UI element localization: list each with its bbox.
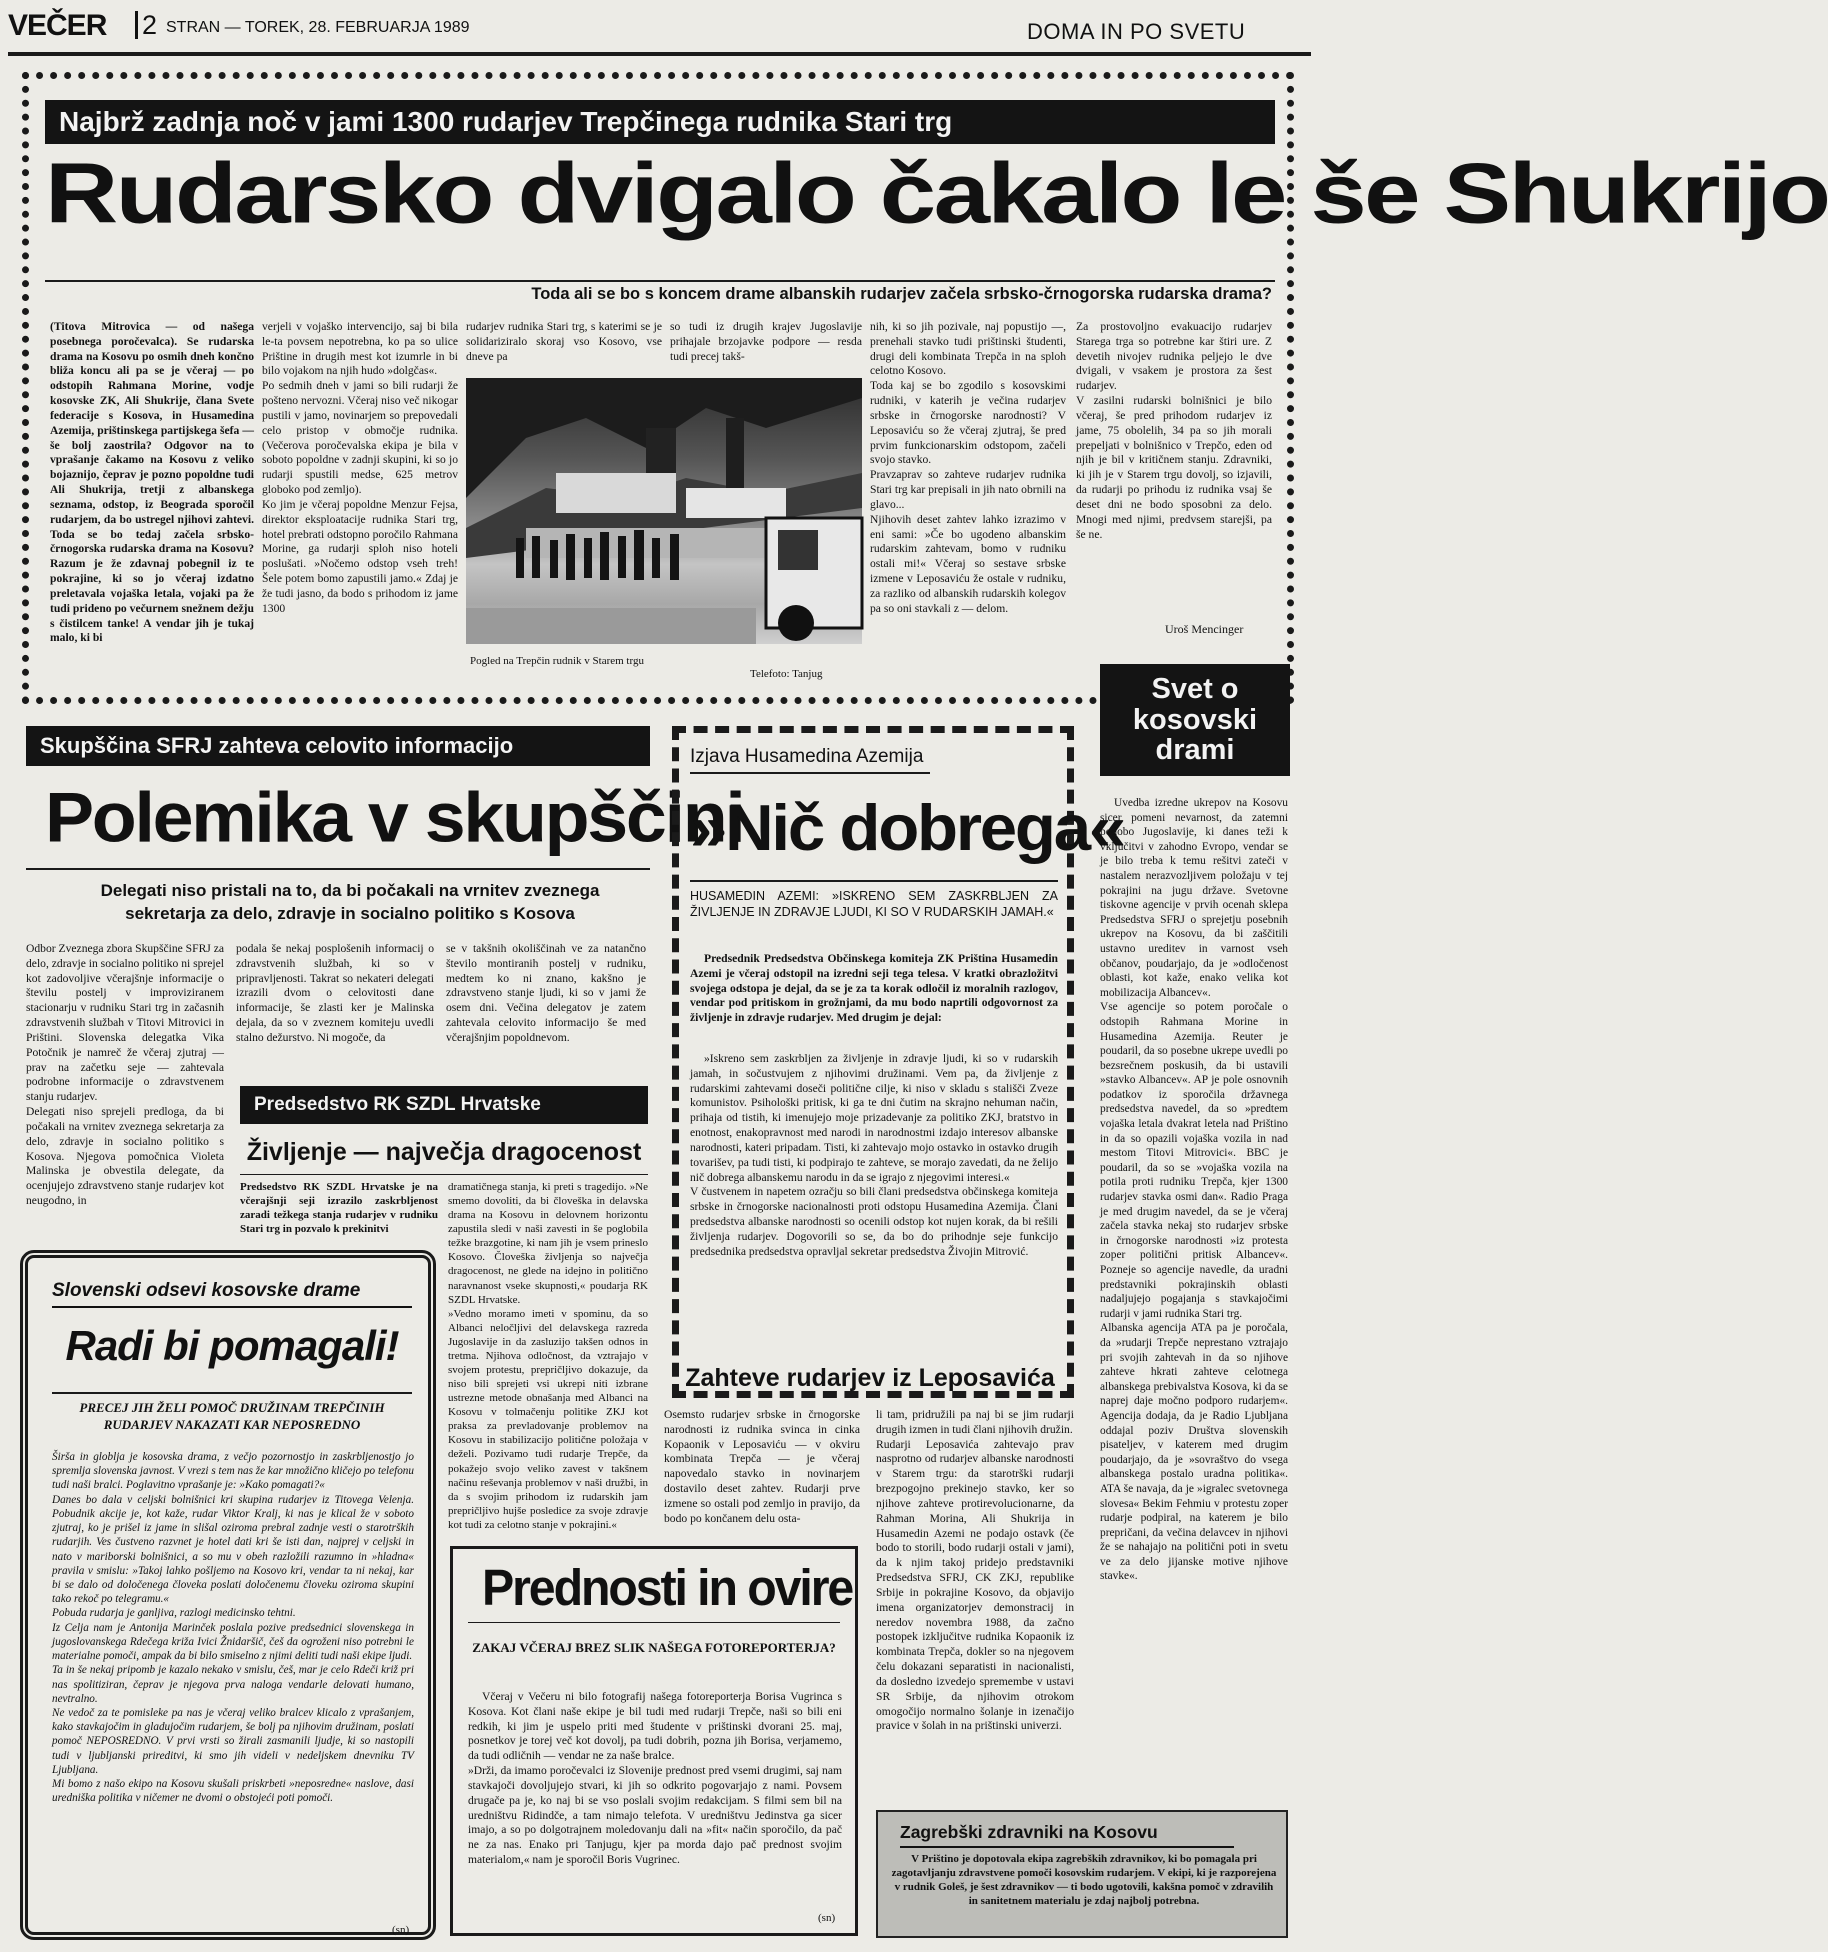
hrvatske-kicker: Predsedstvo RK SZDL Hrvatske xyxy=(240,1086,648,1124)
azemi-lead-text: Predsednik Predsedstva Občinskega komiteja ZK Priština Husamedin Azemi je včeraj odstopil na izredni seji tega telesa. V kratki obrazložitvi svojega odstopa je dejal, da se je za ta korak odločil iz moralnih razlogov, vendar pod pritiskom in grožnjami, da mu bodo naprtili odgovornost za življenje in zdravje rudarjev. Med drugim je dejal: xyxy=(690,952,1058,1025)
skupscina-kicker: Skupščina SFRJ zahteva celovito informacijo xyxy=(26,726,650,766)
lead-kicker: Najbrž zadnja noč v jami 1300 rudarjev Trepčinega rudnika Stari trg xyxy=(45,100,1275,144)
prednosti-subtitle: ZAKAJ VČERAJ BREZ SLIK NAŠEGA FOTOREPORTERJA? xyxy=(472,1640,836,1655)
azemi-kicker: Izjava Husamedina Azemija xyxy=(690,746,924,767)
skupscina-col-2 xyxy=(236,942,434,1062)
lead-col4-text: so tudi iz drugih krajev Jugoslavije prihajale brzojavke podpore — resda tudi precej takš- xyxy=(670,320,862,363)
hrvatske-headline: Življenje — največja dragocenost xyxy=(246,1138,642,1166)
azemi-headline: »Nič dobrega« xyxy=(690,791,1124,865)
skupscina-subtitle: Delegati niso pristali na to, da bi počakali na vrnitev zveznega sekretarja za delo, zdravje in socialno politiko s Kosova xyxy=(100,881,600,923)
azemi-rule xyxy=(690,880,1058,882)
lead-col-1 xyxy=(50,320,254,686)
svet-title: Svet o kosovski drami xyxy=(1132,673,1258,767)
lead-col-5 xyxy=(870,320,1066,686)
svet-body xyxy=(1100,796,1288,1806)
skupscina-col-3 xyxy=(446,942,646,1062)
lead-col6-text: Za prostovoljno evakuacijo rudarjev Starega trga so potrebne kar štiri ure. Z devetih nivojev rudnika peljejo le dve dvigali, v vsakem je prostora za šest rudarjev. V zasilni rudarski bolnišnici je bilo včeraj, še pred prihodom rudarjev iz jame, 75 obolelih, 34 pa so jih morali prepeljati v bolnišnico v Trepčo, eden od njih je bil v kritičnem stanju. Zdravniki, ki jih je v Starem trgu dovolj, so izjavili, da rudarji po prihodu iz rudnika vsaj še deset dni ne bodo sposobni za delo. Mnogi med njimi, predvsem starejši, pa še ne. xyxy=(1076,320,1272,541)
lead-col2-text: verjeli v vojaško intervencijo, saj bi bila le-ta povsem nepotrebna, ko pa so ulice Prištine in drugih mest kot izumrle in bi bilo vojakom na njih hudo »dolgčas«. Po sedmih dneh v jami so bili rudarji že pošteno nervozni. Včeraj niso več nikogar pustili v jamo, novinarjem so prepovedali celo pristop v območje rudnika. (Večerova poročevalska ekipa je bila v soboto popoldne v zadnji skupini, ki so jo rudarji spustili medse, 625 metrov globoko pod zemljo). Ko jim je včeraj popoldne Menzur Fejsa, direktor eksploatacije rudnika Stari trg, hotel prebrati odstopno poročilo Rahmana Morine, ga rudarji sploh niso hoteli poslušati. »Nočemo odstop vseh treh! Šele potem bomo zapustili jamo.« Zdaj je že tudi jasno, da bodo s prihodom iz jame 1300 xyxy=(262,320,458,615)
leposavic-col2-text: li tam, pridružili pa naj bi se jim rudarji drugih izmen in tudi člani njihovih družin. Rudarji Leposavića zahtevajo prav nasprotno od rudarjev albanske narodnosti v Starem trgu: da starotrški rudarji brezpogojno prekinejo stavko, ker so njihove zahteve protirevolucionarne, da Rahman Morina, Ali Shukrija in Husamedin Azemi ne podajo ostavk (če bodo to storili, bodo rudarji ostali v jami), da k njim takoj pridejo predstavniki Predsedstva SFRJ, CK ZKJ, republike Srbije in pokrajine Kosovo, da objavijo imena organizatorjev demonstracij in neredov novembra 1988, da začno postopek izključitve rudnika Kopaonik iz kombinata Trepča, dokler so na njegovem čelu dokazani separatisti in nacionalisti, da dosledno izvedejo spremembe v ustavi SR Srbije, da njihovim otrokom omogočijo normalno šolanje in izenačijo pravice v šolah in na prištinski univerzi. xyxy=(876,1408,1074,1733)
hrvatske-col-2 xyxy=(448,1180,648,1536)
leposavic-col1-text: Osemsto rudarjev srbske in črnogorske narodnosti iz rudnika svinca in cinka Kopaonik v Leposaviću — v okviru kombinata Trepča — je včeraj napovedalo stavko in novinarjem dostavilo deset zahtev. Rudarji prve izmene so ostali pod zemljo in pravijo, da bodo po končanem delu osta- xyxy=(664,1408,860,1525)
leposavic-col-1 xyxy=(664,1408,860,1528)
zagreb-body xyxy=(890,1852,1278,1934)
lead-author: Uroš Mencinger xyxy=(1165,622,1244,636)
hrvatske-rule xyxy=(240,1174,648,1175)
mine-photo-drawing xyxy=(466,378,862,644)
lead-subtitle: Toda ali se bo s koncem drame albanskih rudarjev začela srbsko-črnogorska rudarska drama? xyxy=(531,285,1272,303)
mine-photo xyxy=(466,378,862,644)
page-number: 2 xyxy=(135,11,157,39)
slovenski-subtitle: PRECEJ JIH ŽELI POMOČ DRUŽINAM TREPČINIH RUDARJEV NAKAZATI KAR NEPOSREDNO xyxy=(79,1400,385,1432)
prednosti-body-text: Včeraj v Večeru ni bilo fotografij našega fotoreporterja Borisa Vugrinca s Kosova. Kot člani naše ekipe je bil tudi med rudarji Trepče, naši so bili eni redkih, ki jim je uspelo priti med študente v prištinski dvorani 25. maj, posnetkov je torej več kot dovolj, pa tudi dobrih, pozna jih Borisa, verjamemo, da tudi odličnih — vendar ne za naše bralce. »Drži, da imamo poročevalci iz Slovenije prednost pred vsemi drugimi, saj nam stavkajoči dovoljujejo stvari, ki jih so odkrito pogovarjajo z nami. Povsem drugače pa je, ko naj bi se vso poslali svojim redakcijam. S filmi sem bil na uredništvu Ridindče, a tam nimajo telefota. V uredništvu Jedinstva ga sicer imajo, a so po dolgotrajnem moledovanju dali na »fit« način sporočilo, da pač ne za nas. Enako pri Tanjugu, kjer pa morda dajo pač prednost svojim materialom,« nam je sporočil Boris Vugrinec. xyxy=(468,1690,842,1867)
paper-name: VEČER xyxy=(8,9,107,42)
slovenski-rule xyxy=(52,1392,412,1394)
skupscina-col3-text: se v takšnih okoliščinah ve za natančno število montiranih postelj v rudniku, medtem ko ni znano, kakšno je zdravstveno stanje ljudi, ki so v jami že osem dni. Večina delegatov je zatem zahtevala celovito informacijo še med včerajšnjim popoldnevom. xyxy=(446,942,646,1044)
prednosti-rule xyxy=(468,1622,840,1623)
skupscina-col-1 xyxy=(26,942,224,1240)
azemi-subtitle: HUSAMEDIN AZEMI: »ISKRENO SEM ZASKRBLJEN ZA ŽIVLJENJE IN ZDRAVJE LJUDI, KI SO V RUDARSKIH JAMAH.« xyxy=(690,889,1058,920)
lead-col3-text: rudarjev rudnika Stari trg, s katerimi se je solidariziralo skoraj vso Kosovo, vse dneve pa xyxy=(466,320,662,363)
slovenski-headline: Radi bi pomagali! xyxy=(65,1322,399,1369)
photo-caption: Pogled na Trepčin rudnik v Starem trgu xyxy=(470,655,644,667)
svet-body-text: Uvedba izredne ukrepov na Kosovu sicer pomeni nevarnost, da zatemni podobo Jugoslavije, ki danes teži k vključitvi v zahodno Evropo, vendar se je bilo treba k temu rešitvi zateči v nastalem nerazvozljivem položaju v tej pokrajini na jugu države. Svetovne tiskovne agencije v prvih ocenah sklepa Predsedstva SFRJ o sprejetju posebnih ukrepov na Kosovu, da bi zaščitili ustavno ureditev in varnost vseh občanov, poudarjajo, da je »odločenost oblasti, kot kaže, enako velika kot mobilizacija Albancev«. Vse agencije so potem poročale o odstopih Rahmana Morine in Husamedina Azemija. Reuter je poudaril, da so posebne ukrepe uvedli po bezsrečnem poskusih, da bi ustavili »stavko Albancev«. AP je pole osnovnih podatkov iz sporočila državnega predsedstva navedel, da so »predtem vojaška letala dvakrat letela nad Prištino in da so opazili vojaška vozila in nad mestom Titovi Mitrovici«. BBC je poudaril, da so se »vojaška vozila na potila proti rudniku Trepča, kjer 1300 rudarjev stavka osmi dan«. Radio Praga je med drugim navedel, da se je včeraj začela stavka nekaj sto rudarjev srbske in črnogorske narodnosti »iz protesta zoper politični pritisk Albancev«. Pozneje so agencije navedle, da uradni predstavniki pokrajinskih oblasti nadaljujejo pogajanja s stavkajočimi rudarji v jami rudnika Stari trg. Albanska agencija ATA pa je poročala, da »rudarji Trepče neprestano vztrajajo pri svojih zahtevah in da so njihove zahteve hkrati zahteve celotnega albanskega prebivalstva Kosova, ki da se naprej daje močno podporo rudarjem«. Agencija dodaja, da je Radio Ljubljana oddajal poziv Društva slovenskih pisateljev, v katerem med drugim poudarjajo, da je »sovraštvo do vsega albanskega postalo uradna politika«. ATA še navaja, da je »igralec svetovnega slovesa« Bekim Fehmiu v protestu zoper rudarje podpiral, na katerem je bilo prepričani, da večina delavcev in njihovi že se nahajajo na politični poti in svetu ve za delo jijanske motive njihove stavke«. xyxy=(1100,797,1288,1583)
prednosti-body xyxy=(468,1690,842,1922)
prednosti-sign: (sn) xyxy=(818,1912,836,1924)
slovenski-body-text: Širša in globlja je kosovska drama, z večjo pozornostjo in zaskrbljenostjo jo spremlja slovenska javnost. V vrezi s tem nas že kar množično kličejo po telefonu tudi naši bralci. Poglavitno vprašanje je: »Kako pomagati?« Danes bo dala v celjski bolnišnici kri skupina rudarjev iz Titovega Velenja. Pobudnik akcije je, kot kaže, rudar Viktor Kralj, ki nas je klical že v soboto zjutraj, ko je prišel iz jame in slišal oziroma prebral zadnje vesti o starotrških rudarjih. Ves čustveno razvnet je hotel dati kri še isti dan, najprej v celjski in nato v mariborski bolnišnici, a so mu v obeh razložili razumno in »hladna« pravila v smislu: »Takoj lahko pošljemo na Kosovo kri, vendar ta ni nekaj, kar bi se dalo od določenega človeka poslati določenemu človeku oziroma skupini tako rekoč po telegramu.« Pobuda rudarja je ganljiva, razlogi medicinsko tehtni. Iz Celja nam je Antonija Marinček poslala pozive predsednici slovenskega in jugoslovanskega Rdečega križa Ivici Žnidaršič, češ da ogroženi niso potrebni le materialne pomoči, ampak da bi bilo smiselno z njimi deliti tudi naši ekipe ljudi. Ta in še nekaj pripomb je kazalo nekako v smislu, češ, mar je celo Rdeči križ pri nas spolitiziran, čeprav je njegova prva naloga vendarle delovati humano, nevtralno. Ne vedoč za te pomisleke pa nas je včeraj veliko bralcev klicalo z vprašanjem, kako stavkajočim in gladujočim rudarjem, še bolj pa njihovim družinam, poslati pomoč NEPOSREDNO. V prvi vrsti so žirali zasmanili ljudje, ki so nastopili tudi v ljubljanski prireditvi, ki smo jih videli v nedeljskem dnevniku TV Ljubljana. Mi bomo z našo ekipo na Kosovu skušali priskrbeti »neposredne« naslove, dasi uredniška politika v ničemer ne dvomi o obstojeći poti pomoči. xyxy=(52,1451,414,1805)
leposavic-col-2 xyxy=(876,1408,1074,1800)
azemi-body xyxy=(690,1052,1058,1382)
lead-col-4 xyxy=(670,320,862,370)
lead-col-6 xyxy=(1076,320,1272,620)
slovenski-sign: (sn) xyxy=(392,1924,410,1936)
hrvatske-col1-text: Predsedstvo RK SZDL Hrvatske je na včerajšnji seji izrazilo zaskrbljenost zaradi težkega stanja rudarjev v rudniku Stari trg in pozvalo k prekinitvi xyxy=(240,1181,438,1236)
prednosti-headline: Prednosti in ovire xyxy=(482,1558,853,1616)
azemi-lead xyxy=(690,952,1058,1048)
date-line: STRAN — TOREK, 28. FEBRUARJA 1989 xyxy=(166,19,470,36)
leposavic-headline: Zahteve rudarjev iz Leposavića xyxy=(685,1364,1055,1392)
hrvatske-col-1 xyxy=(240,1180,438,1250)
azemi-body-text: »Iskreno sem zaskrbljen za življenje in zdravje ljudi, ki so v rudarskih jamah, in sočustvujem z njihovimi družinami. Vem pa, da življenje z rudarskimi zahtevami doseči politične cilje, ki niso v skladu s stališči Zveze komunistov. Psihološki pritisk, ki ga te dni čutim na skrajno nehuman način, prihaja od tistih, ki imenujejo moje prizadevanje za politiko ZKJ, bratstvo in enotnost, enakopravnost med narodi in narodnostmi izdajo interesov albanske narodnosti, kateri pripadam. Tisti, ki zahtevajo mojo ostavko in ostavko drugih tovarišev, pa tudi tisti, ki podpirajo te zahteve, se morajo zavedati, da ne želijo nič dobrega albanskemu narodu in da se igrajo z njegovimi interesi.« V čustvenem in napetem ozračju so bili člani predsedstva občinskega komiteja srbske in črnogorske nacionalnosti proti odstopu Husamedina Azemija. Člani predsedstva albanske narodnosti so ocenili odstop kot nujen korak, da bi rešili življenja rudarjev. Dogovorili so se, da bo do prihodnje seje funkcijo predsednika predsedstva opravljal sekretar predsedstva Živojin Mitrović. xyxy=(690,1052,1058,1258)
skupscina-rule xyxy=(26,868,650,870)
masthead-rule xyxy=(8,52,1311,56)
skupscina-headline: Polemika v skupščini xyxy=(45,777,744,857)
lead-headline: Rudarsko dvigalo čakalo le še Shukrijo xyxy=(45,144,1828,242)
skupscina-col2-text: podala še nekaj posplošenih informacij o zdravstvenih službah, ki so v pripravljenosti. Takrat so nekateri delegati izrazili dvom o celovitosti dane informacije, še zlasti ker je Malinska dejala, da so v zveznem komiteju uvedli stalno dežurstvo. Ni mogoče, da xyxy=(236,942,434,1044)
zagreb-headline: Zagrebški zdravniki na Kosovu xyxy=(900,1822,1234,1848)
lead-subtitle-rule xyxy=(45,280,1275,282)
lead-col-3 xyxy=(466,320,662,370)
photo-credit: Telefoto: Tanjug xyxy=(750,668,823,680)
svet-title-box xyxy=(1100,664,1290,776)
section-name: DOMA IN PO SVETU xyxy=(1027,19,1246,44)
skupscina-col1-text: Odbor Zveznega zbora Skupščine SFRJ za delo, zdravje in socialno politiko ni sprejel kot zadovoljive včerajšnje informacije o številu postelj v improviziranem stacionarju v rudniku Stari trg in začasnih zdravstvenih službah v Titovi Mitrovici in Prištini. Slovenska delegatka Vika Potočnik je namreč že včeraj zjutraj — prav na začetku seje — zahtevala podrobne informacije o zdravstvenem stanju rudarjev. Delegati niso sprejeli predloga, da bi počakali na vrnitev zveznega sekretarja za delo, zdravje in socialno politiko s Kosova. Njegova pomočnica Violeta Malinska je obvestila delegate, da ocenjujejo zdravstveno stanje rudarjev kot neugodno, in xyxy=(26,942,225,1208)
lead-col1-text: (Titova Mitrovica — od našega posebnega poročevalca). Se rudarska drama na Kosovu po osmih dneh končno bliža koncu ali pa se je včeraj — po odstopih Rahmana Morine, vodje kosovske ZK, Ali Shukrije, člana Svete federacije s Kosova, in Husamedina Azemija, prištinskega partijskega šefa — še bolj zaostrila? Odgovor na to vprašanje čakamo na Kosovu z veliko bojaznijo, čeprav je pozno popoldne tudi Ali Shukrija, tretji z albanskega seznama, odstop, iz Beograda sporočil rudarjem, da bo ustregel njihovi zahtevi. Toda se bo tedaj začela srbsko-črnogorska rudarska drama na Kosovu? Razum je že zdavnaj pobegnil iz te pokrajine, ki so jo včeraj izdatno preletavala vojaška letala, vojaki pa že tudi prideno po večurnem snežnem dežju s čistilcem tanke! A vendar jih je tukaj malo, ki bi xyxy=(50,320,254,645)
lead-col-2 xyxy=(262,320,458,686)
lead-col5-text: nih, ki so jih pozivale, naj popustijo —, prenehali stavko tudi prištinski študenti, drugi deli kombinata Trepča in na sploh celotno Kosovo. Toda kaj se bo zgodilo s kosovskimi rudniki, v katerih je večina rudarjev srbske in črnogorske narodnosti? V Leposaviću so že včeraj zjutraj, še pred prvim funkcionarskim odstopom, začeli svojo stavko. Pravzaprav so zahteve rudarjev rudnika Stari trg kar prepisali in jih nato obrnili na glavo... Njihovih deset zahtev lahko izrazimo v eni sami: »Če bo ugodeno albanskim rudarskim zahtevam, bomo v rudniku ostali mi!« Včeraj so sestave srbske izmene v Leposaviću že ostale v rudniku, za razliko od albanskih rudarskih kolegov pa so oni stavkali z — delom. xyxy=(870,320,1066,615)
hrvatske-col2-text: dramatičnega stanja, ki preti s tragedijo. »Ne smemo dovoliti, da bi človeška in delavska drama na Kosovu in delovnem horizontu zapustila sledi v naši zavesti in še poglobila težke brazgotine, ki nam jih je vsem prineslo Kosovo. Človeška življenja so največja dragocenost, ne glede na idejno in politično naravnanost vseke skupnosti,« poudarja RK SZDL Hrvatske. »Vedno moramo imeti v spominu, da so Albanci neločljivi del delavskega razreda Jugoslavije in da zasluzijo takšen odnos in tretma. Njihova odločnost, da vztrajajo v svojem protestu, prepričljivo dokazuje, da niso bili sprejeti vsi ukrepi niti izbrane ustrezne metode obnašanja med Albanci na Kosovu v tolmačenju politike ZKJ kot praksa za prevladovanje problemov na Kosovu in stabilizacijo politične položaja v deželi. Pozivamo tudi rudarje Trepče, da pokažejo svojo veliko zavest v takšnem načinu reševanja problemov v naši družbi, in da s svojim prihodom iz rudarskih jam prepričljivo hujše posledice za svoje zdravje kot tudi za celotno stanje v pokrajini.« xyxy=(448,1181,648,1531)
zagreb-body-text: V Prištino je dopotovala ekipa zagrebških zdravnikov, ki bo pomagala pri zagotavljanju zdravstvene pomoči kosovskim rudarjem. V ekipi, ki je razporejena v rudnik Goleš, je šest zdravnikov — ti bodo ugotovili, kakšna pomoč v zdravilih in sanitetnem materialu je zdaj najbolj potrebna. xyxy=(891,1853,1277,1908)
slovenski-kicker: Slovenski odsevi kosovske drame xyxy=(52,1280,412,1308)
azemi-kicker-rule xyxy=(690,772,930,774)
slovenski-body xyxy=(52,1450,414,1920)
